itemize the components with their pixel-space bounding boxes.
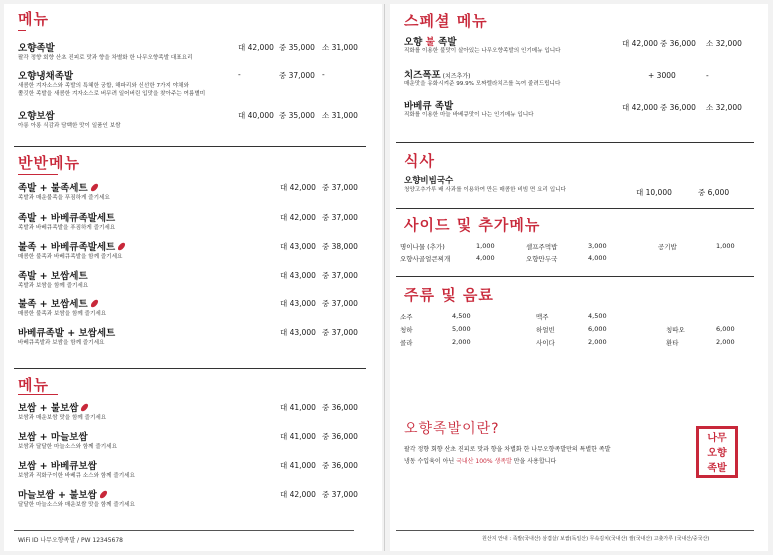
menu-item-description: 매콤한 불족과 보쌈을 함께 즐기세요 [18, 311, 107, 317]
menu-item-label: 불족 + 보쌈세트 [18, 299, 88, 310]
menu-item-price: 중 36,000 [660, 103, 696, 112]
chili-pepper-icon [117, 241, 126, 251]
footer-rule [14, 530, 354, 531]
menu-item-price: 중 35,000 [279, 111, 315, 120]
origin-info: 원산지 안내 : 족발(국내산) 삼겹살/ 보쌈(독일산) 무속김치(국내산) 쌀(국내산) 고춧가루 (국내산/중국산) [482, 536, 710, 542]
footer-rule [396, 530, 754, 531]
menu-item-price: 대 40,000 [238, 111, 274, 120]
menu-item-description: 아롱 아롱 식감과 담백한 맛이 일품인 보쌈 [18, 123, 121, 129]
section-title: 오향족발이란? [404, 421, 500, 437]
menu-item-name [18, 458, 97, 472]
menu-item-price: 중 35,000 [279, 43, 315, 52]
menu-item-price: 중 36,000 [322, 461, 358, 470]
stamp-text: 오향 [707, 448, 727, 459]
side-item-price: 1,000 [476, 242, 495, 250]
menu-item-name [404, 67, 471, 81]
about-line-2-highlight: 국내산 100% 생족발 [456, 458, 512, 465]
menu-item-price: 중 38,000 [322, 242, 358, 251]
side-item-price: 4,000 [588, 254, 607, 262]
menu-item-name [18, 40, 55, 54]
about-line-2a: 냉동 수입육이 아닌 [404, 458, 457, 465]
section-title-rule [18, 394, 58, 395]
menu-item-price: 중 37,000 [322, 213, 358, 222]
menu-item-price: 중 37,000 [322, 299, 358, 308]
menu-item-description: 쫄깃한 족발을 새콤한 겨자소스로 버무려 일어버린 입맛을 찾아주는 여름별미 [18, 91, 206, 97]
wifi-info: WiFi ID 나무오향족발 / PW 12345678 [18, 537, 123, 544]
menu-item-price: 소 31,000 [322, 43, 358, 52]
page-divider [384, 4, 385, 551]
section-title: 반반메뉴 [18, 154, 80, 172]
menu-item-description: 보쌈과 직화구이한 바베큐 소스와 함께 즐기세요 [18, 473, 135, 479]
menu-item-label: 보쌈 + 불보쌈 [18, 403, 79, 414]
menu-item-name [18, 487, 106, 501]
menu-item-label-a: 바베큐 족발 [404, 101, 454, 112]
menu-item-price: 대 43,000 [280, 271, 316, 280]
menu-item-price: 중 37,000 [279, 71, 315, 80]
menu-item-name [18, 180, 97, 194]
menu-item-price: 중 36,000 [660, 39, 696, 48]
menu-item-price: 중 37,000 [322, 183, 358, 192]
menu-item-price: 소 32,000 [706, 103, 742, 112]
menu-item-price: 소 32,000 [706, 39, 742, 48]
menu-item-label: 족발 + 바베큐족발세트 [18, 213, 116, 224]
side-item-price: 3,000 [588, 242, 607, 250]
section-separator [14, 368, 366, 369]
stamp-text: 나무 [707, 433, 727, 444]
menu-item-price: 대 42,000 [622, 103, 658, 112]
menu-item-description: 청양고추가루 배 사과를 이용하여 만든 매콤한 비빔 면 요리 입니다 [404, 187, 566, 193]
drink-price: 2,000 [716, 338, 735, 346]
section-separator [396, 276, 754, 277]
menu-item-description: 족발과 바베큐족발을 푸짐하게 즐기세요 [18, 225, 116, 231]
drink-price: 2,000 [588, 338, 607, 346]
drink-price: 5,000 [452, 325, 471, 333]
drink-name: 소주 [400, 313, 413, 321]
menu-item-label: 족발 + 불족세트 [18, 183, 88, 194]
menu-item-label: 보쌈 + 마늘보쌈 [18, 432, 88, 443]
section-title: 메뉴 [18, 376, 49, 394]
menu-item-label: 불족 + 바베큐족발세트 [18, 242, 116, 253]
chili-pepper-icon [99, 489, 108, 499]
menu-item-name [18, 239, 124, 253]
drink-name: 칭따오 [666, 326, 685, 334]
section-title: 메뉴 [18, 10, 49, 28]
menu-item-price: - [322, 70, 325, 79]
menu-item-label-a: 치즈폭포 [404, 70, 441, 81]
section-title: 주류 및 음료 [404, 286, 494, 304]
menu-item-price: 대 43,000 [280, 328, 316, 337]
menu-item-price: 대 42,000 [622, 39, 658, 48]
menu-item-description: 족발과 보쌈을 함께 즐기세요 [18, 283, 89, 289]
menu-item-name [18, 400, 87, 414]
menu-item-price: 대 43,000 [280, 242, 316, 251]
menu-item-description: 새콤한 겨자소스와 족발의 특혜한 궁합, 해파리와 신선한 7가지 야채와 [18, 83, 189, 89]
drink-name: 사이다 [536, 339, 555, 347]
stamp-text: 족발 [707, 463, 727, 474]
menu-item-price: 대 41,000 [280, 432, 316, 441]
drink-price: 4,500 [588, 312, 607, 320]
side-item-name: 셀프주먹밥 [526, 243, 558, 251]
menu-item-label-b: 족발 [434, 37, 457, 48]
drink-price: 4,500 [452, 312, 471, 320]
drink-price: 2,000 [452, 338, 471, 346]
menu-item-price: 중 37,000 [322, 490, 358, 499]
menu-item-price: 소 31,000 [322, 111, 358, 120]
menu-item-label-highlight: 불 [425, 37, 435, 48]
side-item-name: 오향사골얼큰찌개 [400, 255, 451, 263]
menu-item-price: 중 6,000 [698, 188, 730, 197]
drink-price: 6,000 [716, 325, 735, 333]
about-line-2 [404, 456, 556, 465]
side-item-name: 명이나물 (추가) [400, 243, 445, 251]
about-line-2b: 만을 사용합니다 [511, 458, 557, 465]
side-item-price: 4,000 [476, 254, 495, 262]
menu-item-label: 오향보쌈 [18, 111, 55, 122]
menu-item-description: 매운맛을 유화시켜준 99.9% 모짜렐라치즈를 녹여 줄려드립니다 [404, 81, 561, 87]
menu-item-price: 대 42,000 [280, 490, 316, 499]
menu-item-description: 바베큐족발과 보쌈을 함께 즐기세요 [18, 340, 105, 346]
drink-name: 청하 [400, 326, 413, 334]
menu-item-label: 바베큐족발 + 보쌈세트 [18, 328, 116, 339]
menu-item-label: 오향냉채족발 [18, 71, 74, 82]
menu-item-name [18, 296, 97, 310]
menu-item-label: 마늘보쌈 + 불보쌈 [18, 490, 97, 501]
chili-pepper-icon [90, 298, 99, 308]
side-item-price: 1,000 [716, 242, 735, 250]
menu-item-label-a: 오향 [404, 37, 426, 48]
menu-item-price: 대 42,000 [238, 43, 274, 52]
section-separator [396, 208, 754, 209]
menu-item-label: 오향족발 [18, 43, 55, 54]
menu-item-price: 중 37,000 [322, 271, 358, 280]
menu-item-description: 팔각 정향 회향 산초 진피로 맛과 향을 차별화 한 나무오향족발 대표요리 [18, 55, 193, 61]
menu-item-label: 족발 + 보쌈세트 [18, 271, 88, 282]
side-item-name: 오향만두국 [526, 255, 558, 263]
menu-item-description: 족발과 매운불족을 푸짐하게 즐기세요 [18, 195, 110, 201]
menu-item-name [18, 325, 115, 339]
section-separator [396, 142, 754, 143]
menu-item-label: 보쌈 + 바베큐보쌈 [18, 461, 97, 472]
chili-pepper-icon [80, 402, 89, 412]
section-title: 스페셜 메뉴 [404, 12, 488, 30]
menu-item-price: 대 10,000 [636, 188, 672, 197]
about-line-1: 팔각 정향 회향 산초 진피로 맛과 향을 차별화 한 나무오향족발만의 특별한 족발 [404, 446, 611, 453]
section-separator [14, 146, 366, 147]
section-title: 식사 [404, 152, 435, 170]
drink-name: 맥주 [536, 313, 549, 321]
chili-pepper-icon [90, 182, 99, 192]
menu-item-name: 오향비빔국수 [404, 176, 454, 186]
menu-item-description: 매콤한 불족과 바베큐족발을 함께 즐기세요 [18, 254, 123, 260]
menu-item-price: 대 41,000 [280, 461, 316, 470]
menu-item-price: 중 36,000 [322, 432, 358, 441]
menu-item-price: 중 37,000 [322, 328, 358, 337]
menu-item-price: - [706, 71, 709, 80]
drink-price: 6,000 [588, 325, 607, 333]
menu-item-price: 대 42,000 [280, 183, 316, 192]
menu-item-description: 달달한 마늘소스와 매운보쌈 맛을 함께 즐기세요 [18, 502, 135, 508]
menu-item-price: + 3000 [648, 71, 676, 80]
menu-item-name [18, 210, 115, 224]
drink-name: 하얼빈 [536, 326, 555, 334]
menu-item-description: 직화를 이용한 마늘 바베큐맛이 나는 인기메뉴 입니다 [404, 112, 534, 118]
menu-item-description: 직화를 이용한 불맛이 살아있는 나무오향족발의 인기메뉴 입니다 [404, 48, 561, 54]
menu-item-name [18, 268, 88, 282]
menu-item-name [404, 34, 457, 48]
section-title-rule [18, 30, 26, 31]
menu-item-price: 대 42,000 [280, 213, 316, 222]
right-page [390, 4, 768, 551]
menu-item-name [18, 429, 88, 443]
drink-name: 콜라 [400, 339, 413, 347]
left-page [4, 4, 382, 551]
section-title: 사이드 및 추가메뉴 [404, 216, 541, 234]
section-title-rule [18, 174, 58, 175]
menu-item-description: 보쌈과 달달한 마늘소스와 함께 즐기세요 [18, 444, 117, 450]
drink-name: 환타 [666, 339, 679, 347]
menu-item-price: - [238, 70, 241, 79]
menu-item-name [18, 68, 73, 82]
menu-item-price: 중 36,000 [322, 403, 358, 412]
brand-stamp-logo [696, 426, 738, 478]
menu-item-name [18, 108, 55, 122]
menu-item-description: 보쌈과 매운보쌈 맛을 함께 즐기세요 [18, 415, 107, 421]
menu-item-price: 대 43,000 [280, 299, 316, 308]
menu-item-price: 대 41,000 [280, 403, 316, 412]
menu-item-label-b: (치즈추가) [440, 73, 471, 80]
menu-item-name [404, 98, 453, 112]
side-item-name: 공기밥 [658, 243, 677, 251]
